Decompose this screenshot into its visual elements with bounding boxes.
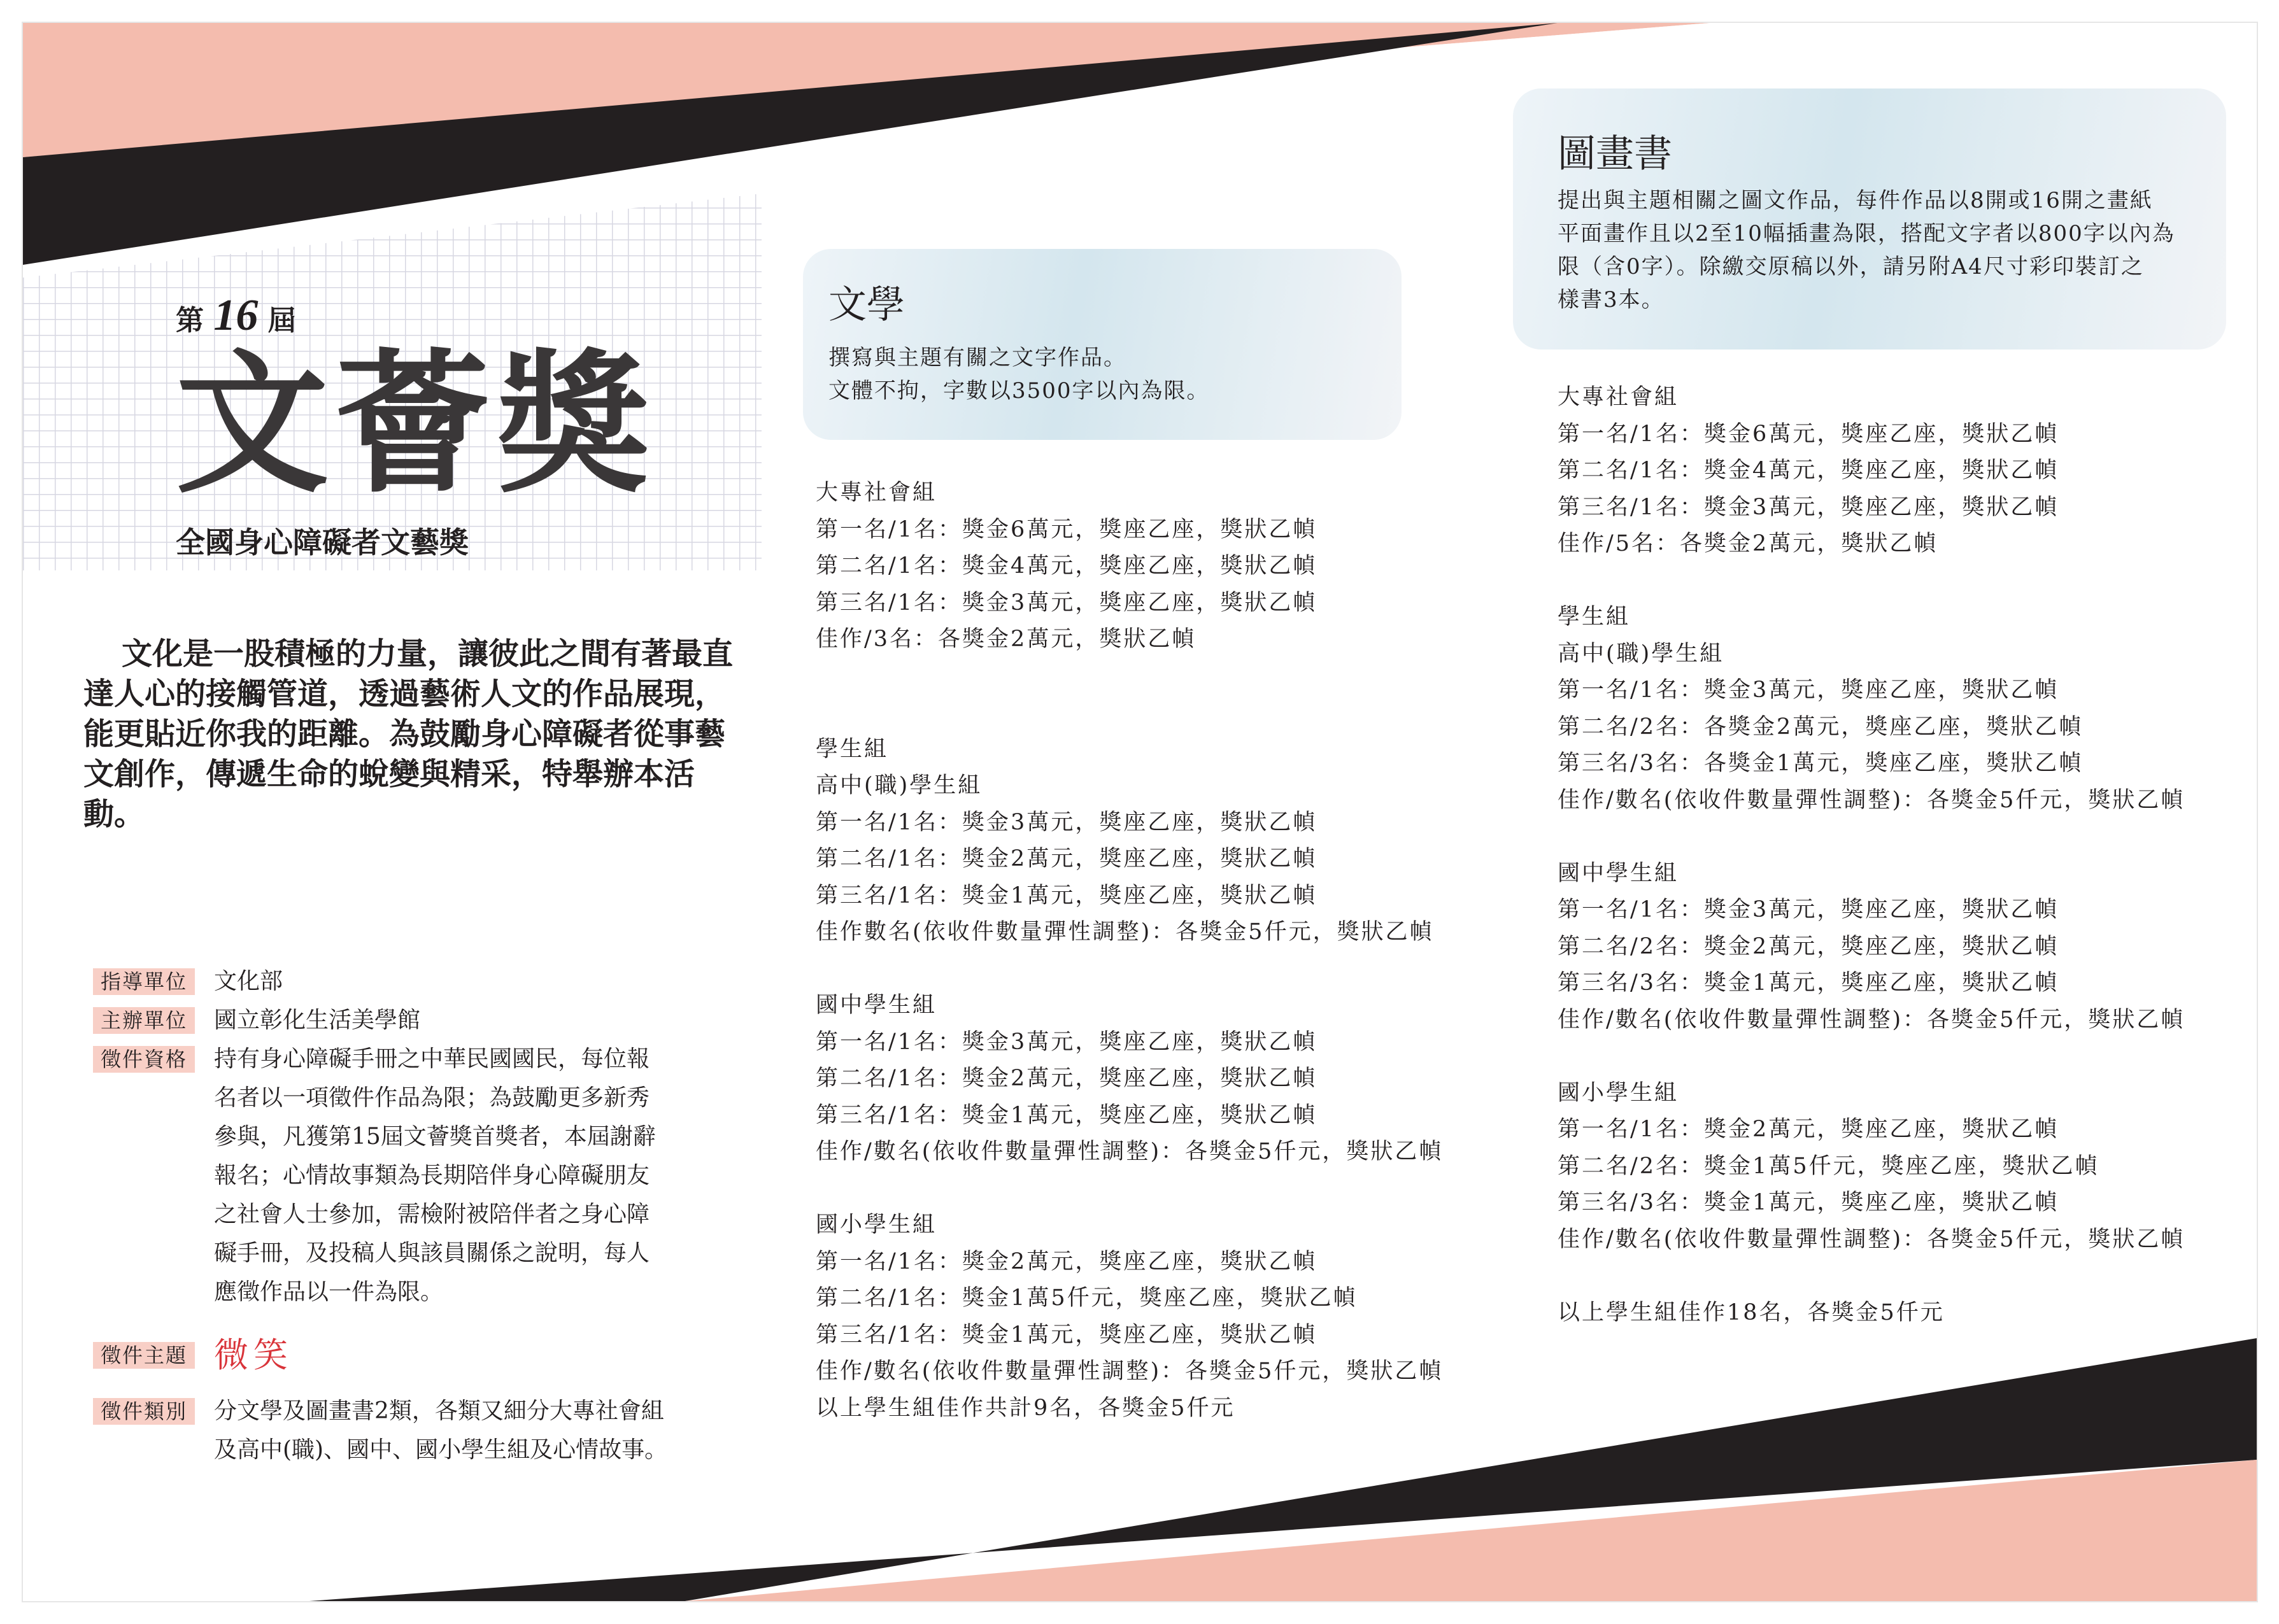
prize-line: 以上學生組佳作18名，各獎金5仟元: [1558, 1299, 1945, 1325]
list-spacer: [816, 658, 1443, 695]
prize-line: 第三名/1名：獎金3萬元，獎座乙座，獎狀乙幀: [816, 590, 1317, 616]
prize-line: 佳作/數名(依收件數量彈性調整)：各獎金5仟元，獎狀乙幀: [816, 1139, 1444, 1164]
eligibility-line: 參與，凡獲第15屆文薈獎首獎者，本屆謝辭: [214, 1124, 656, 1150]
prize-line: 第三名/3名：各獎金1萬元，獎座乙座，獎狀乙幀: [1558, 751, 2084, 776]
edition-number: 16: [213, 291, 259, 340]
info-theme-tag: 徵件主題: [93, 1342, 195, 1369]
info-guide-value: 文化部: [214, 968, 283, 994]
info-eligibility-lines: [214, 1040, 736, 1311]
info-eligibility: [93, 1040, 736, 1311]
list-spacer: [816, 951, 1443, 988]
picturebook-desc-line: 平面畫作且以2至10幅插畫為限，搭配文字者以800字以內為: [1558, 221, 2175, 246]
prize-line: 第三名/1名：獎金1萬元，獎座乙座，獎狀乙幀: [816, 1102, 1317, 1128]
info-theme: [93, 1336, 736, 1374]
literature-title: 文學: [828, 283, 905, 327]
prize-line: 第三名/1名：獎金3萬元，獎座乙座，獎狀乙幀: [1558, 494, 2059, 520]
award-subtitle: 全國身心障礙者文藝獎: [176, 525, 469, 560]
prize-line: 佳作/數名(依收件數量彈性調整)：各獎金5仟元，獎狀乙幀: [816, 1359, 1444, 1384]
info-theme-value: 微笑: [214, 1335, 293, 1375]
eligibility-line: 應徵作品以一件為限。: [214, 1279, 444, 1305]
picturebook-desc-line: 限（含0字）。除繳交原稿以外，請另附A4尺寸彩印裝訂之: [1558, 254, 2144, 279]
prize-line: 高中(職)學生組: [1558, 640, 1724, 667]
prize-line: 國中學生組: [816, 992, 937, 1018]
edition-suffix: 屆: [267, 304, 296, 337]
list-spacer: [1558, 563, 2185, 600]
prize-line: 第一名/1名：獎金3萬元，獎座乙座，獎狀乙幀: [1558, 897, 2059, 922]
info-host-tag: 主辦單位: [93, 1007, 195, 1034]
picturebook-prize-list: [1558, 379, 2185, 1331]
prize-line: 學生組: [1558, 604, 1631, 630]
prize-line: 第一名/1名：獎金3萬元，獎座乙座，獎狀乙幀: [1558, 677, 2059, 703]
prize-line: 佳作/數名(依收件數量彈性調整)：各獎金5仟元，獎狀乙幀: [1558, 1006, 2185, 1033]
literature-desc-line: 撰寫與主題有關之文字作品。: [828, 345, 1126, 371]
prize-line: 國小學生組: [1558, 1080, 1679, 1106]
prize-line: 佳作數名(依收件數量彈性調整)：各獎金5仟元，獎狀乙幀: [816, 919, 1434, 945]
prize-line: 佳作/數名(依收件數量彈性調整)：各獎金5仟元，獎狀乙幀: [1558, 787, 2185, 813]
eligibility-line: 報名；心情故事類為長期陪伴身心障礙朋友: [214, 1162, 650, 1189]
literature-box: [803, 249, 1402, 440]
eligibility-line: 持有身心障礙手冊之中華民國國民，每位報: [214, 1046, 650, 1072]
prize-line: 以上學生組佳作共計9名，各獎金5仟元: [816, 1395, 1235, 1421]
intro-paragraph: 文化是一股積極的力量，讓彼此之間有著最直達人心的接觸管道，透過藝術人文的作品展現，能更貼近你我的距離。為鼓勵身心障礙者從事藝文創作，傳遞生命的蛻變與精采，特舉辦本活動。: [83, 636, 734, 832]
prize-line: 國小學生組: [816, 1212, 937, 1238]
prize-line: 第一名/1名：獎金2萬元，獎座乙座，獎狀乙幀: [816, 1248, 1317, 1274]
category-line: 分文學及圖畫書2類，各類又細分大專社會組: [214, 1398, 664, 1424]
info-guide: [93, 962, 736, 1001]
info-eligibility-tag: 徵件資格: [93, 1046, 195, 1073]
prize-line: 第二名/2名：獎金1萬5仟元，獎座乙座，獎狀乙幀: [1558, 1153, 2099, 1179]
list-spacer: [816, 695, 1443, 731]
prize-line: 第三名/3名：獎金1萬元，獎座乙座，獎狀乙幀: [1558, 970, 2059, 996]
info-category-tag: 徵件類別: [93, 1398, 195, 1425]
eligibility-line: 之社會人士參加，需檢附被陪伴者之身心障: [214, 1201, 650, 1227]
picturebook-box: [1513, 88, 2226, 350]
prize-line: 第二名/1名：獎金4萬元，獎座乙座，獎狀乙幀: [1558, 458, 2059, 483]
picturebook-desc-line: 樣書3本。: [1558, 287, 1665, 313]
prize-line: 佳作/3名：各獎金2萬元，獎狀乙幀: [816, 626, 1196, 652]
category-line: 及高中(職)、國中、國小學生組及心情故事。: [214, 1437, 668, 1463]
list-spacer: [1558, 819, 2185, 856]
eligibility-line: 礙手冊，及投稿人與該員關係之說明，每人: [214, 1240, 650, 1266]
prize-line: 第一名/1名：獎金3萬元，獎座乙座，獎狀乙幀: [816, 809, 1317, 835]
list-spacer: [1558, 1038, 2185, 1075]
prize-line: 高中(職)學生組: [816, 773, 983, 798]
award-title: 文薈獎: [176, 334, 658, 514]
info-host-value: 國立彰化生活美學館: [214, 1007, 421, 1033]
prize-line: 第二名/1名：獎金1萬5仟元，獎座乙座，獎狀乙幀: [816, 1285, 1358, 1311]
eligibility-line: 名者以一項徵件作品為限；為鼓勵更多新秀: [214, 1085, 650, 1111]
prize-line: 第二名/1名：獎金4萬元，獎座乙座，獎狀乙幀: [816, 553, 1317, 579]
info-category-lines: [214, 1392, 736, 1469]
list-spacer: [816, 1171, 1443, 1208]
prize-line: 大專社會組: [1558, 385, 1679, 410]
picturebook-desc: [1558, 184, 2175, 316]
brochure-page: [23, 23, 2257, 1601]
prize-line: 國中學生組: [1558, 860, 1679, 886]
picturebook-title: 圖畫書: [1558, 132, 1672, 176]
literature-prize-list: [816, 475, 1443, 1427]
prize-line: 第二名/2名：各獎金2萬元，獎座乙座，獎狀乙幀: [1558, 714, 2084, 740]
prize-line: 學生組: [816, 736, 889, 762]
literature-desc: [828, 341, 1210, 407]
prize-line: 第二名/1名：獎金2萬元，獎座乙座，獎狀乙幀: [816, 846, 1317, 872]
list-spacer: [1558, 1258, 2185, 1295]
prize-line: 第一名/1名：獎金3萬元，獎座乙座，獎狀乙幀: [816, 1029, 1317, 1055]
prize-line: 佳作/數名(依收件數量彈性調整)：各獎金5仟元，獎狀乙幀: [1558, 1226, 2185, 1252]
info-category: [93, 1392, 736, 1469]
prize-line: 第三名/3名：獎金1萬元，獎座乙座，獎狀乙幀: [1558, 1190, 2059, 1215]
prize-line: 第一名/1名：獎金6萬元，獎座乙座，獎狀乙幀: [816, 516, 1317, 542]
info-host: [93, 1001, 736, 1040]
prize-line: 大專社會組: [816, 480, 937, 505]
prize-line: 第三名/1名：獎金1萬元，獎座乙座，獎狀乙幀: [816, 1322, 1317, 1348]
edition-label: [176, 290, 296, 341]
literature-desc-line: 文體不拘，字數以3500字以內為限。: [828, 378, 1210, 404]
info-guide-tag: 指導單位: [93, 968, 195, 995]
prize-line: 佳作/5名：各獎金2萬元，獎狀乙幀: [1558, 531, 1938, 556]
prize-line: 第二名/1名：獎金2萬元，獎座乙座，獎狀乙幀: [816, 1066, 1317, 1091]
picturebook-desc-line: 提出與主題相關之圖文作品，每件作品以8開或16開之畫紙: [1558, 188, 2153, 213]
edition-prefix: 第: [176, 304, 204, 337]
prize-line: 第三名/1名：獎金1萬元，獎座乙座，獎狀乙幀: [816, 882, 1317, 908]
prize-line: 第一名/1名：獎金2萬元，獎座乙座，獎狀乙幀: [1558, 1117, 2059, 1142]
prize-line: 第二名/2名：獎金2萬元，獎座乙座，獎狀乙幀: [1558, 933, 2059, 959]
prize-line: 第一名/1名：獎金6萬元，獎座乙座，獎狀乙幀: [1558, 421, 2059, 447]
